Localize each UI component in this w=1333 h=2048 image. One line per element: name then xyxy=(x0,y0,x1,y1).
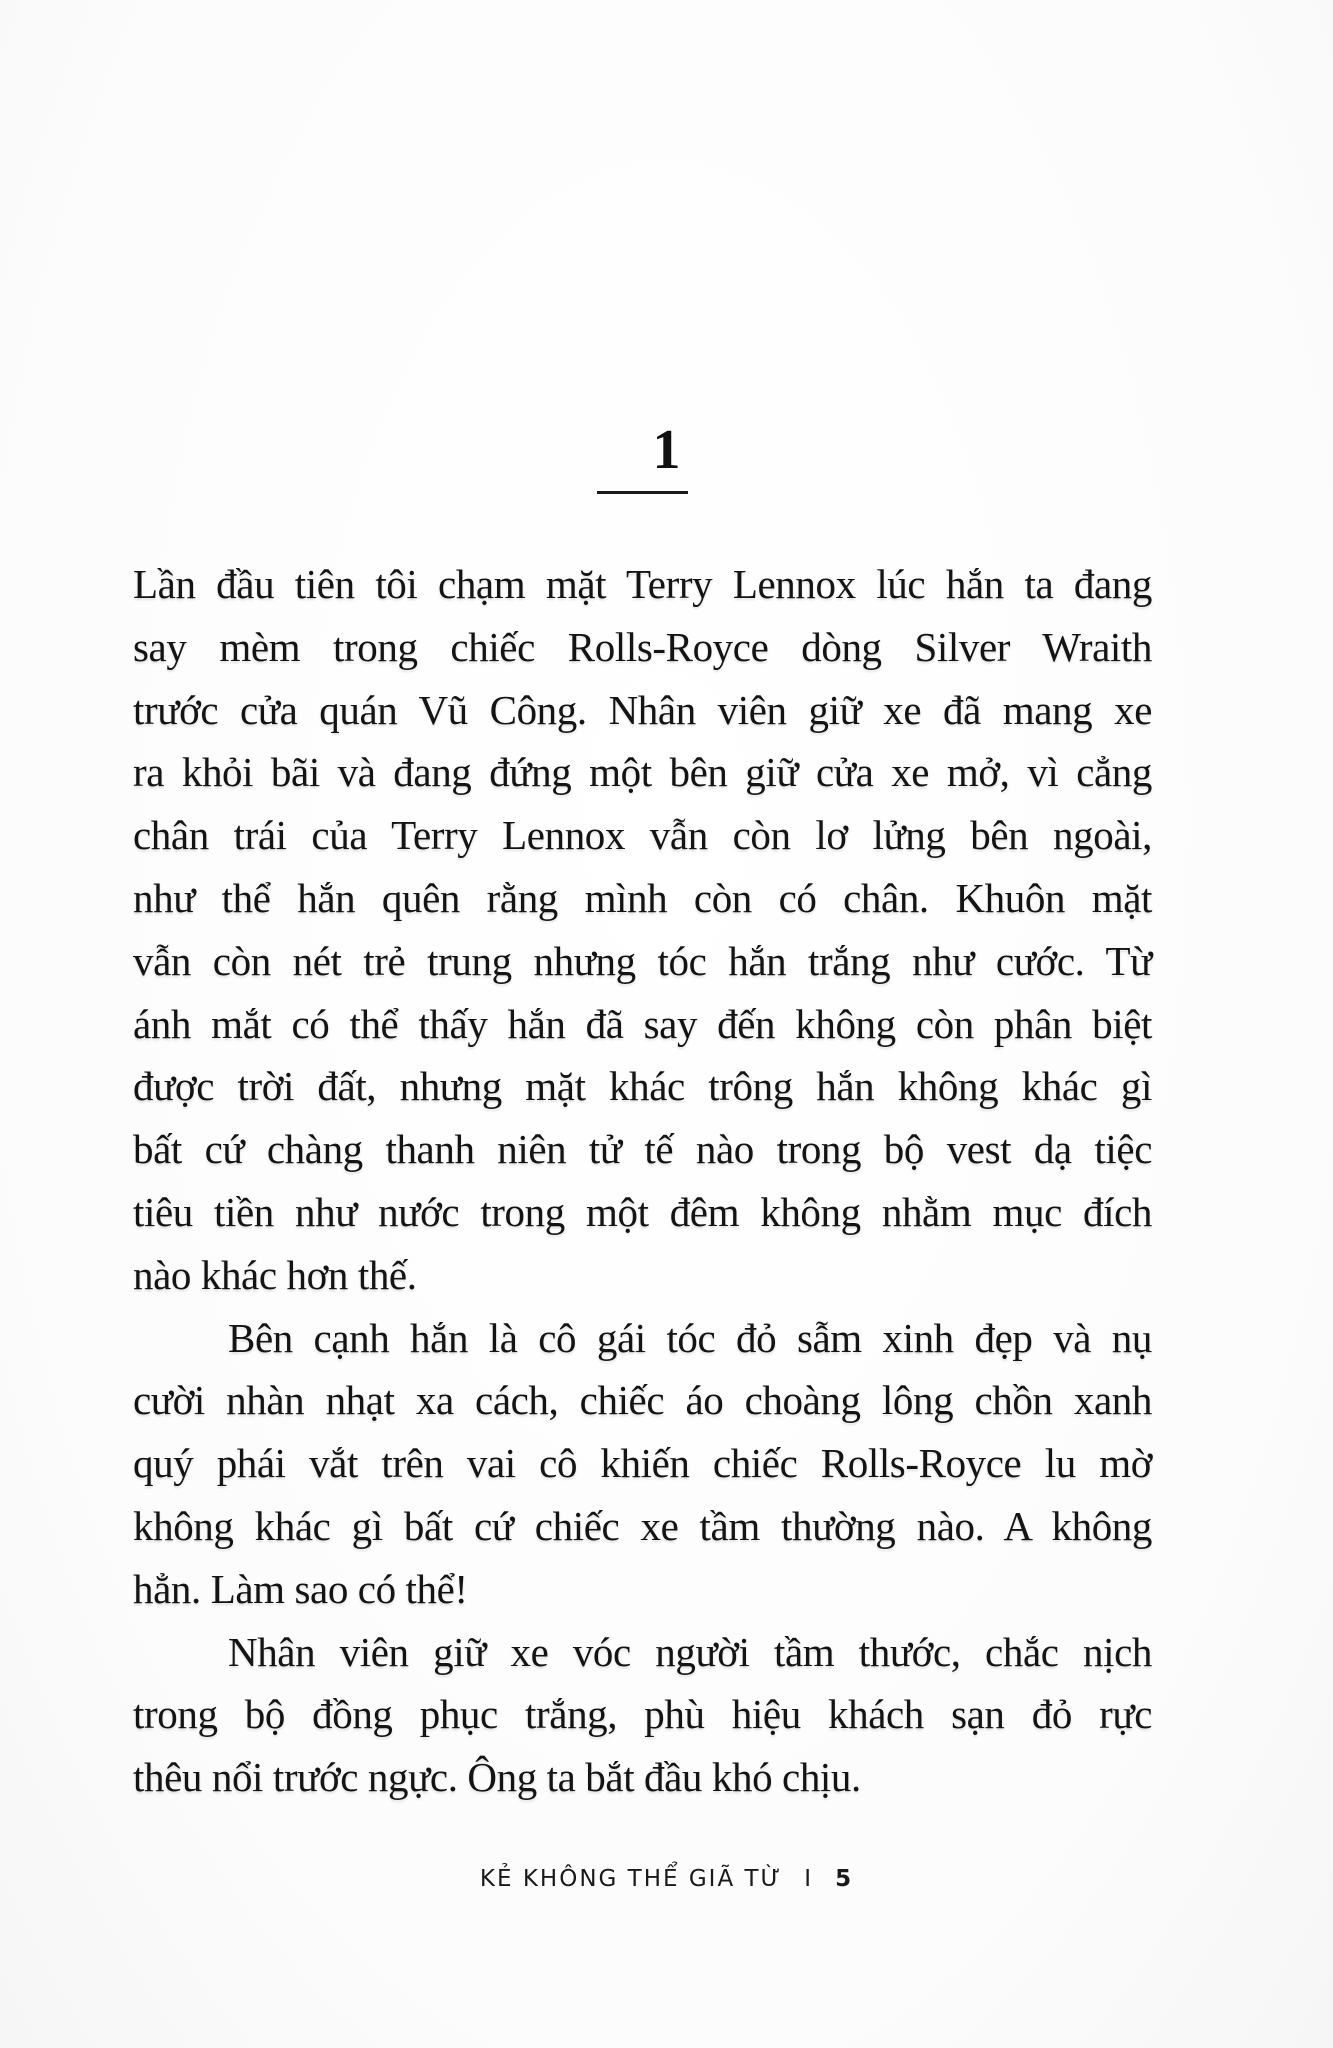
footer-separator: I xyxy=(804,1866,814,1892)
text-line: nào khác hơn thế. xyxy=(133,1251,417,1298)
page-number: 5 xyxy=(835,1866,854,1892)
text-line: hẳn. Làm sao có thể! xyxy=(133,1565,468,1612)
paragraph-1 xyxy=(133,553,1152,1307)
text-line: ra khỏi bãi và đang đứng một bên giữ cửa xe mở, vì cẳng xyxy=(133,749,1152,796)
running-title: KẺ KHÔNG THỂ GIÃ TỪ xyxy=(479,1866,783,1892)
text-line: thêu nổi trước ngực. Ông ta bắt đầu khó chịu. xyxy=(133,1754,861,1801)
text-line: được trời đất, nhưng mặt khác trông hắn không khác gì xyxy=(133,1063,1152,1110)
page-footer xyxy=(0,1866,1333,1892)
text-line: bất cứ chàng thanh niên tử tế nào trong bộ vest dạ tiệc xyxy=(133,1126,1152,1173)
body-text xyxy=(133,553,1152,1809)
text-line: quý phái vắt trên vai cô khiến chiếc Rolls-Royce lu mờ xyxy=(133,1440,1152,1487)
paragraph-3 xyxy=(133,1621,1152,1809)
text-line: tiêu tiền như nước trong một đêm không nhằm mục đích xyxy=(133,1188,1152,1235)
text-line: trong bộ đồng phục trắng, phù hiệu khách sạn đỏ rực xyxy=(133,1691,1152,1738)
text-line: cười nhàn nhạt xa cách, chiếc áo choàng lông chồn xanh xyxy=(133,1377,1152,1424)
text-line: vẫn còn nét trẻ trung nhưng tóc hắn trắng như cước. Từ xyxy=(133,937,1152,984)
text-line: Lần đầu tiên tôi chạm mặt Terry Lennox lúc hắn ta đang xyxy=(133,561,1152,607)
chapter-underline-rule xyxy=(597,491,688,494)
text-line: trước cửa quán Vũ Công. Nhân viên giữ xe đã mang xe xyxy=(133,686,1152,733)
text-line: say mèm trong chiếc Rolls-Royce dòng Silver Wraith xyxy=(133,623,1152,670)
text-line: Nhân viên giữ xe vóc người tầm thước, chắc nịch xyxy=(228,1628,1152,1675)
paragraph-2 xyxy=(133,1307,1152,1621)
text-line: ánh mắt có thể thấy hắn đã say đến không còn phân biệt xyxy=(133,1000,1152,1047)
chapter-number: 1 xyxy=(652,419,681,481)
text-line: không khác gì bất cứ chiếc xe tầm thường nào. A không xyxy=(133,1502,1152,1549)
text-line: Bên cạnh hắn là cô gái tóc đỏ sẫm xinh đẹp và nụ xyxy=(228,1314,1152,1361)
text-line: chân trái của Terry Lennox vẫn còn lơ lửng bên ngoài, xyxy=(133,812,1152,859)
text-line: như thể hắn quên rằng mình còn có chân. Khuôn mặt xyxy=(133,874,1152,921)
